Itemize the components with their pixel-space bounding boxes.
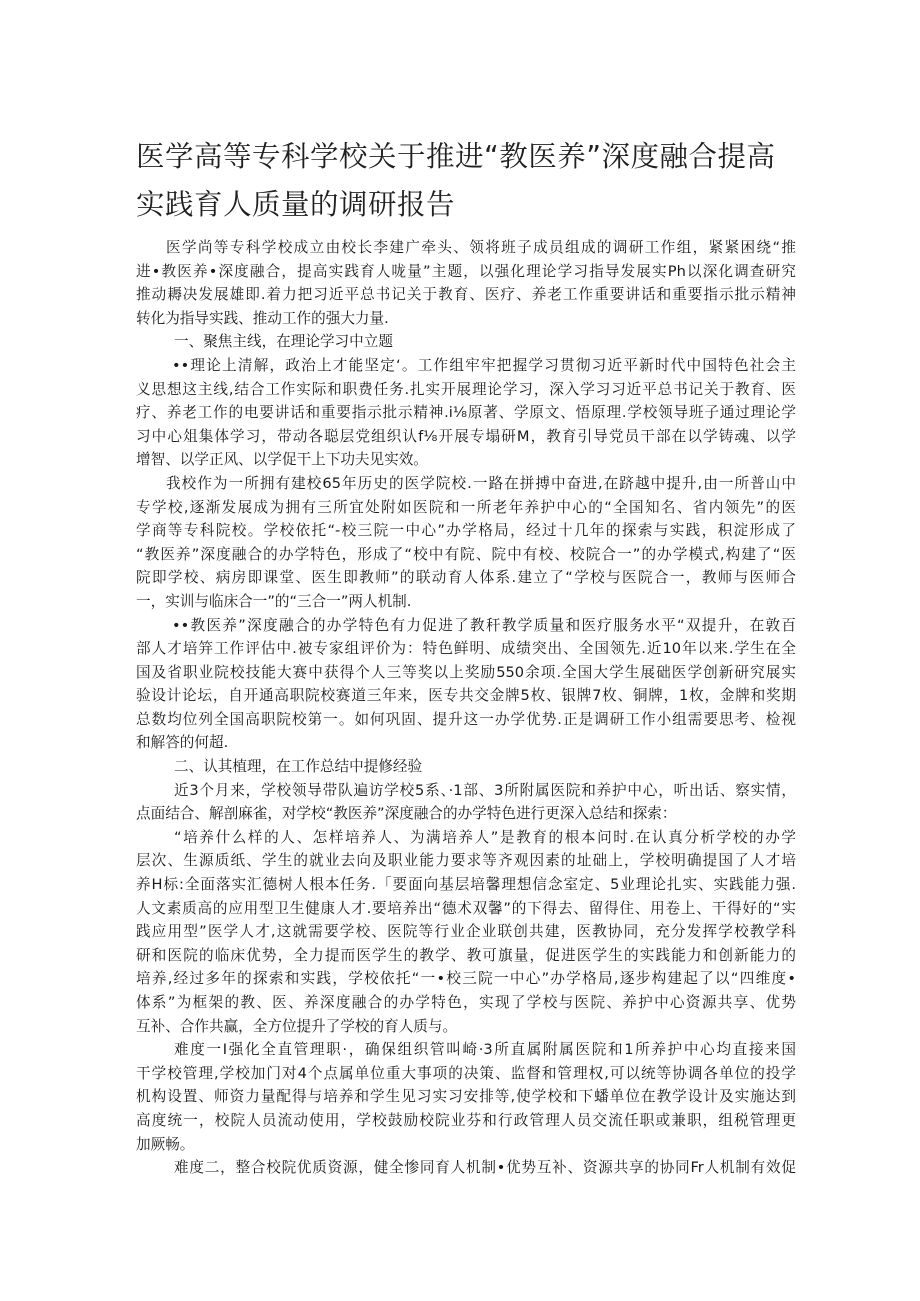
text-line: 义思想这主线,结合工作实际和职费任务.扎实开展理论学习，深入学习习近平总书记关于教育、医	[136, 380, 796, 398]
text-line: ••教医养”深度融合的办学特色有力促进了教秆教学质量和医疗服务水平“双提升，在敦百	[172, 616, 796, 634]
text-line: ••理论上清解，政治上才能坚定‘。工作组牢牢把握学习贯彻习近平新时代中国特色社会主	[172, 356, 796, 374]
text-line: 难度二，整合校院优质资源，健全惨同育人机制•优势互补、资源共享的协同Fr人机制有效促	[174, 1159, 796, 1177]
section-heading: 一、聚焦主线，在理论学习中立题	[174, 333, 393, 351]
text-line: 习中心俎集体学习，带动各聪层党组织认f⅛开展专塌研M，教育引导党员干部在以学铸魂、以学	[136, 427, 796, 445]
text-line: 机构设置、师资力量配得与培养和学生见习实习安排等,使学校和下蟠单位在教学设计及实施达到	[136, 1088, 796, 1106]
text-line: 人文素质高的应用型卫生健康人才.要培养出“德术双馨”的下得去、留得住、用卷上、干得好的“实	[136, 899, 796, 917]
text-line: 学商等专科院校。学校依托“-校三院一中心”办学格局，经过十几年的探索与实践，积淀形成了	[136, 522, 796, 540]
text-line: 研和医院的临床优势，全力提而医学生的教学、教可旗量，促进医学生的实践能力和创新能力的	[136, 946, 796, 964]
section-heading: 二、认其植理，在工作总结中提修经验	[174, 758, 423, 776]
text-line: 转化为指导实践、推动工作的强大力量.	[136, 309, 389, 327]
text-line: 专学校,逐渐发展成为拥有三所宜处附如医院和一所老年养护中心的“全国知名、省内领先”的医	[136, 498, 796, 516]
text-line: 加厥畅。	[136, 1135, 195, 1153]
text-line: 点面结合、解剖麻雀，对学校“教医养”深度融合的办学特色进行更深入总结和探索：	[136, 805, 677, 823]
text-line: 部人才培笄工作评估中.被专家组评价为：特色鲜明、成绩突出、全国领先.近10年以来.学生在全	[136, 640, 796, 658]
report-title	[136, 133, 796, 229]
text-line: 培养,经过多年的探索和实践，学校依托“一•校三院一中心”办学格局,逐步构建起了以“四维度•	[136, 970, 796, 988]
text-line: “教医养”深度融合的办学特色，形成了“校中有院、院中有校、校院合一”的办学模式,构建了“医	[136, 545, 796, 563]
text-line: “培养什么样的人、怎样培养人、为满培养人”是教育的根本问时.在认真分析学校的办学	[174, 828, 796, 846]
title-line-1: 医学高等专科学校关于推进“教医养”深度融合提高	[136, 140, 776, 173]
text-line: 和解答的何超.	[136, 734, 229, 752]
text-line: 养H标:全面落实汇德树人根本任务.「要面向基层培馨理想信念室定、5业理论扎实、实践能力强.	[136, 876, 796, 894]
text-line: 总数均位列全国高职院校第一。如何巩固、提升这一办学优势.正是调研工作小组需要思考、检视	[136, 710, 796, 728]
text-line: 院即学校、病房即课堂、医生即教师”的联动育人体系.建立了“学校与医院合一，教师与医师合	[136, 569, 796, 587]
text-line: 层次、生源质纸、学生的就业去向及职业能力要求等齐观因素的址础上，学校明确提国了人才培	[136, 852, 796, 870]
text-line: 高度统一，校院人员流动使用，学校鼓励校院业芬和行政管理人员交流任职或兼职，组税管理更	[136, 1111, 796, 1129]
text-line: 疗、养老工作的电要讲话和重要指示批示精神.i⅛原著、学原文、悟原理.学校领导班子通过理论学	[136, 404, 796, 422]
text-line: 我校作为一所拥有建校65年历史的医学院校.一路在拼搏中奋进,在跻越中提升,由一所普山中	[166, 474, 796, 492]
text-line: 增智、以学正风、以学促干上下功夫见实效。	[136, 451, 428, 469]
text-line: 体系”为框架的教、医、养深度融合的办学特色，实现了学校与医院、养护中心资源共享、优势	[136, 994, 796, 1011]
text-line: 干学校管理,学校加门对4个点属单位重大事项的决策、监督和管理权,可以统等协调各单位的投学	[136, 1064, 796, 1082]
text-line: 互补、合作共赢，全方位提升了学校的育人质与。	[136, 1017, 458, 1035]
text-line: 推动耨决发展雄即.着力把习近平总书记关于教育、医疗、养老工作重要讲话和重要指示批示精神	[136, 286, 796, 304]
text-line: 医学尚等专科学校成立由校长李建广牵头、领将班子成员组成的调研工作组，紧紧困绕“推	[166, 239, 796, 256]
text-line: 进•教医养•深度融合，提高实践育人咙量”主题，以强化理论学习指导发展实Ph以深化调查研究	[136, 262, 796, 280]
text-line: 难度一I强化全直管理职·，确保组织管叫崎·3所直属附属医院和1所养护中心均直接来国	[174, 1041, 796, 1059]
text-line: 践应用型”医学人才,这就需要学校、医院等行业企业联创共建，医教协同，充分发挥学校教学科	[136, 923, 796, 941]
text-line: 一，实训与临床合一”的“三合一”两人机制.	[136, 592, 412, 610]
text-line: 国及省职业院校技能大赛中获得个人三等奖以上奖励550余项.全国大学生展础医学创新研究展实	[136, 663, 796, 681]
report-body	[136, 236, 796, 1180]
text-line: 近3个月来，学校领导带队遍访学校5系、·1部、3所附属医院和养护中心，听出话、察实情，	[174, 781, 796, 799]
title-line-2: 实践育人质量的调研报告	[136, 188, 456, 221]
text-line: 验设计论坛，自开通高职院校赛道三年来，医专共交金牌5枚、银牌7枚、铜牌，1枚，金牌和奖期	[136, 687, 796, 705]
